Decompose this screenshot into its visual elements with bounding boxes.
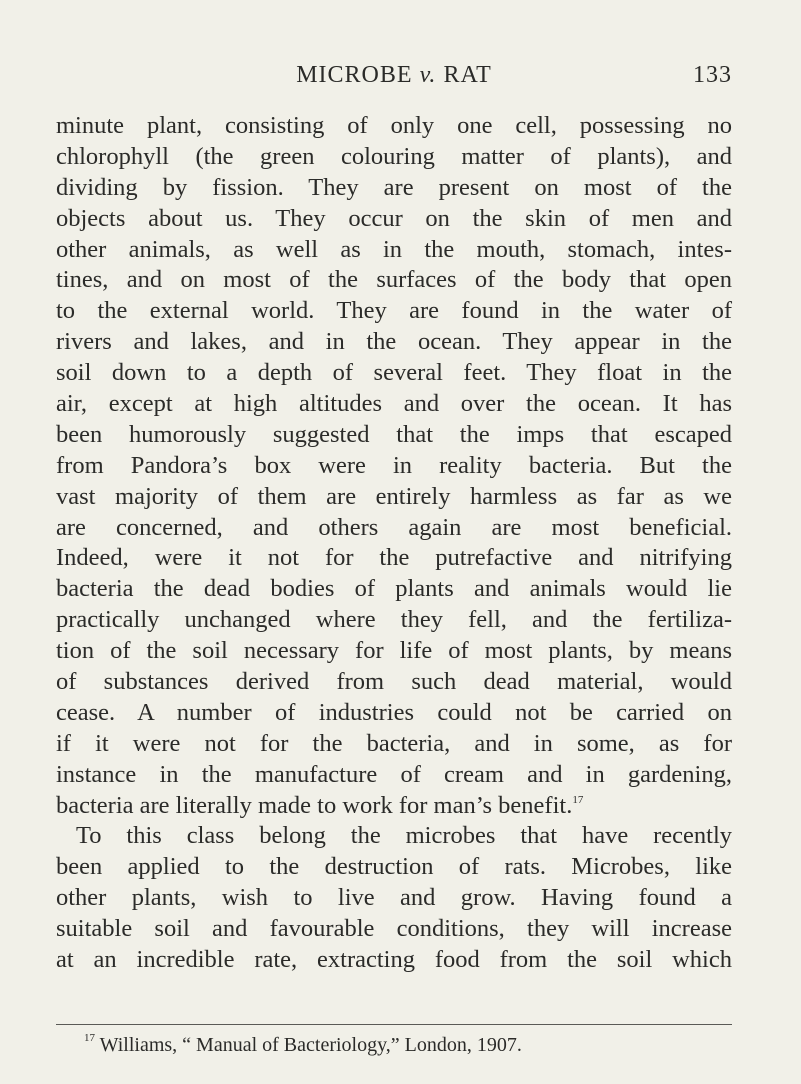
footnote — [84, 1032, 724, 1058]
text-line: are concerned, and others again are most beneficial. — [56, 513, 732, 541]
text-line: at an incredible rate, extracting food from the soil which — [56, 946, 732, 974]
paragraph-last-line — [56, 791, 732, 822]
running-title-right: RAT — [443, 62, 492, 88]
text-line: rivers and lakes, and in the ocean. They appear in the — [56, 328, 732, 356]
text-line: bacteria the dead bodies of plants and animals would lie — [56, 575, 732, 603]
running-title-left: MICROBE — [296, 62, 413, 88]
text-line: dividing by fission. They are present on most of the — [56, 173, 732, 201]
text-line: of substances derived from such dead material, would — [56, 668, 732, 696]
text-line: suitable soil and favourable conditions, they will increase — [56, 915, 732, 943]
text-line: instance in the manufacture of cream and in gardening, — [56, 760, 732, 788]
text-line: objects about us. They occur on the skin of men and — [56, 204, 732, 232]
text-line: tion of the soil necessary for life of most plants, by means — [56, 637, 732, 665]
running-head — [56, 62, 732, 94]
page-number: 133 — [693, 62, 732, 88]
text-line: minute plant, consisting of only one cell, possessing no — [56, 112, 732, 139]
text-line: air, except at high altitudes and over the ocean. It has — [56, 390, 732, 418]
text-line: been applied to the destruction of rats. Microbes, like — [56, 853, 732, 881]
text-line: from Pandora’s box were in reality bacteria. But the — [56, 451, 732, 479]
text-line: cease. A number of industries could not be carried on — [56, 698, 732, 726]
body-text — [56, 111, 732, 976]
paragraph-first-line: To this class belong the microbes that have recently — [76, 822, 732, 850]
text-line-content: bacteria are literally made to work for man’s benefit. — [56, 791, 573, 819]
text-line: practically unchanged where they fell, and the fertiliza- — [56, 606, 732, 634]
text-line: vast majority of them are entirely harmless as far as we — [56, 482, 732, 510]
running-title — [56, 62, 732, 89]
text-line: chlorophyll (the green colouring matter of plants), and — [56, 142, 732, 170]
footnote-marker: 17 — [84, 1032, 95, 1044]
text-line: soil down to a depth of several feet. They float in the — [56, 359, 732, 387]
footnote-reference: 17 — [572, 793, 584, 806]
text-line: tines, and on most of the surfaces of the body that open — [56, 266, 732, 294]
text-line: to the external world. They are found in the water of — [56, 297, 732, 325]
text-line: Indeed, were it not for the putrefactive and nitrifying — [56, 544, 732, 572]
footnote-divider — [56, 1024, 732, 1025]
text-line: other animals, as well as in the mouth, stomach, intes- — [56, 235, 732, 263]
text-line: been humorously suggested that the imps that escaped — [56, 420, 732, 448]
footnote-text: Williams, “ Manual of Bacteriology,” London, 1907. — [99, 1034, 522, 1056]
text-line: if it were not for the bacteria, and in some, as for — [56, 729, 732, 757]
running-title-versus: v. — [419, 62, 437, 88]
text-line: other plants, wish to live and grow. Having found a — [56, 884, 732, 912]
